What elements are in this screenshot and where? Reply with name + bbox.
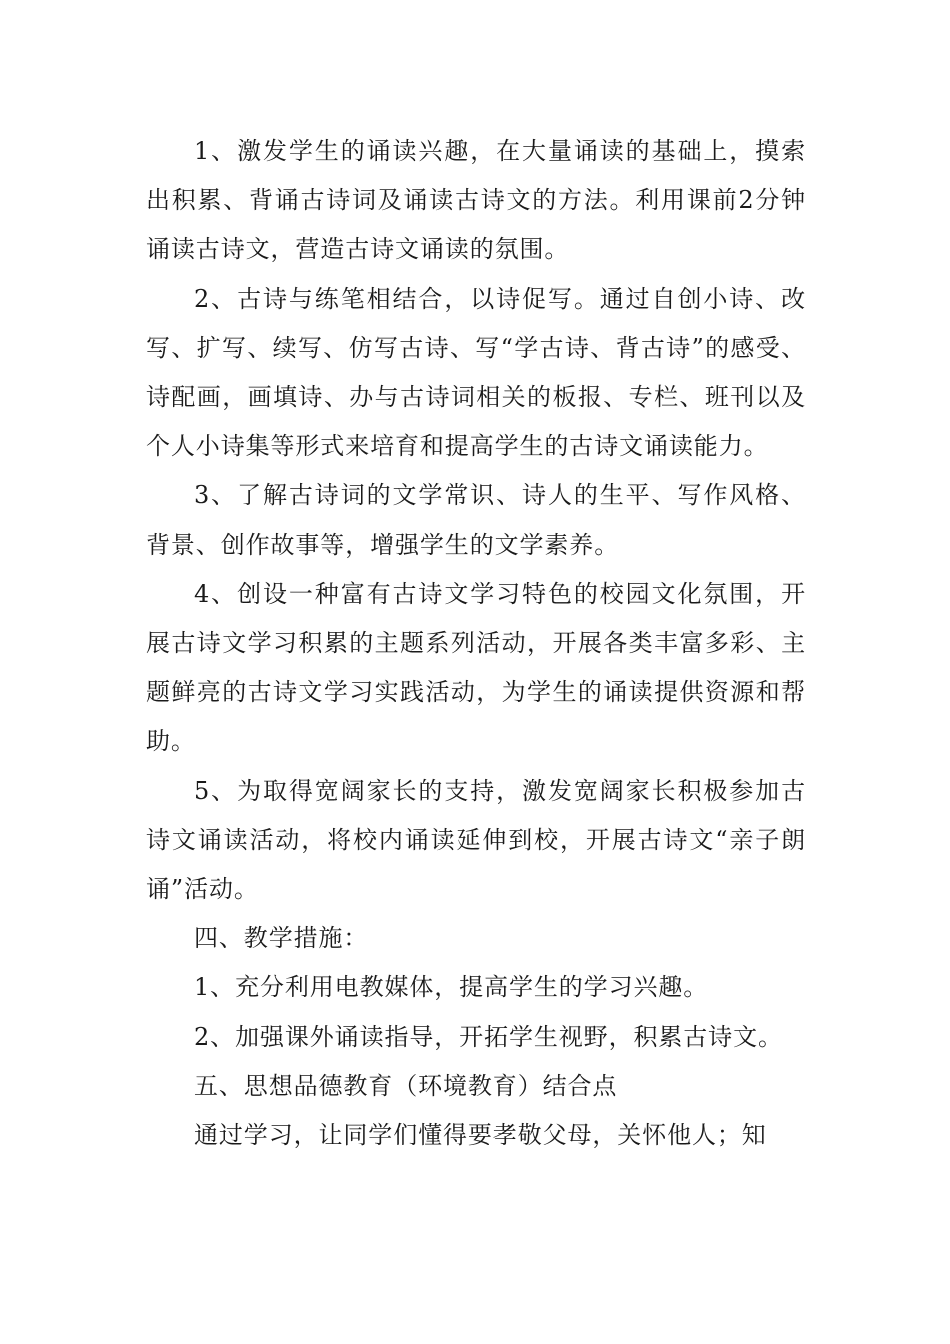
paragraph-goal-4: 4、创设一种富有古诗文学习特色的校园文化氛围，开展古诗文学习积累的主题系列活动，开展各类丰富多彩、主题鲜亮的古诗文学习实践活动，为学生的诵读提供资源和帮助。 [146,579,806,756]
paragraph-moral-education: 通过学习，让同学们懂得要孝敬父母，关怀他人；知 [194,1121,767,1150]
paragraph-goal-5: 5、为取得宽阔家长的支持，激发宽阔家长积极参加古诗文诵读活动，将校内诵读延伸到校，开展古诗文“亲子朗诵”活动。 [146,776,806,904]
document-body [146,127,806,1160]
paragraph-goal-3: 3、了解古诗词的文学常识、诗人的生平、写作风格、背景、创作故事等，增强学生的文学素养。 [146,481,806,559]
paragraph-goal-1: 1、激发学生的诵读兴趣，在大量诵读的基础上，摸索出积累、背诵古诗词及诵读古诗文的方法。利用课前2分钟诵读古诗文，营造古诗文诵读的氛围。 [146,137,806,264]
paragraph-measure-2: 2、加强课外诵读指导，开拓学生视野，积累古诗文。 [194,1022,783,1051]
paragraph-measure-1: 1、充分利用电教媒体，提高学生的学习兴趣。 [194,973,709,1002]
section-heading-moral-education: 五、思想品德教育（环境教育）结合点 [194,1071,618,1100]
section-heading-measures: 四、教学措施： [194,924,369,953]
paragraph-goal-2: 2、古诗与练笔相结合，以诗促写。通过自创小诗、改写、扩写、续写、仿写古诗、写“学古诗、背古诗”的感受、诗配画，画填诗、办与古诗词相关的板报、专栏、班刊以及个人小诗集等形式来培育和提高学生的古诗文诵读能力。 [146,284,806,461]
